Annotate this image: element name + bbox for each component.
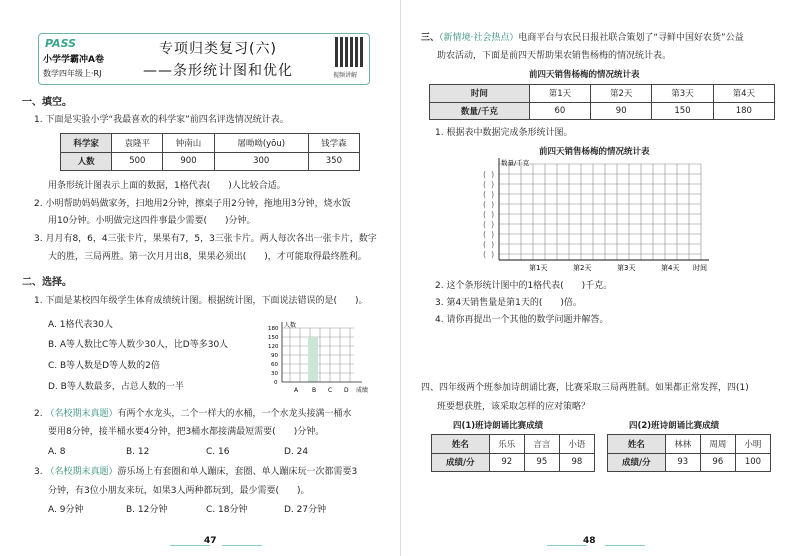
choice-question-1: 1. 下面是某校四年级学生体育成绩统计图。根据统计图，下面说法错误的是( )。 [34,296,368,306]
svg-text:(: ( [483,240,487,249]
section-4-line1: 四、四年级两个班参加诗朗诵比赛，比赛采取三局两胜制。如果都正常发挥，四(1) [421,383,749,393]
table-cell: 98 [559,453,594,472]
svg-text:(: ( [483,220,487,229]
table-cell: 900 [163,152,214,171]
question-1: 1. 下面是实验小学“我最喜欢的科学家”前四名评选情况统计表。 [34,115,289,125]
option: D. 27分钟 [284,505,327,515]
svg-text:): ) [491,180,495,189]
scientist-table [60,133,360,171]
table-header: 姓名 [432,435,490,454]
table-cell: 人数 [61,152,112,171]
table-header: 第3天 [652,85,713,103]
blank-parentheses [483,170,494,259]
option-d: D. B等人数最多，占总人数的一半 [48,382,184,392]
svg-text:): ) [491,200,495,209]
brand-block [43,37,137,81]
mini-x-label: 成绩 [356,387,369,394]
table-cell: 150 [652,102,713,120]
option: B. 12 [126,447,150,457]
fitness-bar-chart [268,320,380,398]
section-fill-blank: 一、填空。 [22,97,72,108]
table-cell: 93 [665,453,700,472]
table-header: 科学家 [61,134,112,153]
question-3-line2: 大的胜，三局两胜。第一次月月出8，果果必须出( )，才可能取得最终胜利。 [48,252,367,262]
option-c: C. B等人数是D等人数的2倍 [48,361,160,371]
right-page [400,0,800,556]
table-header: 第1天 [529,85,590,103]
svg-text:): ) [491,250,495,259]
table-header: 姓名 [608,435,666,454]
chart-grid [499,164,701,260]
mini-y-tick: 90 [271,353,278,359]
option: D. 24 [284,447,309,457]
qr-code-icon[interactable] [335,37,365,67]
svg-text:): ) [491,240,495,249]
table-header: 袁隆平 [112,134,163,153]
table-cell: 95 [524,453,559,472]
choice-question-3: 3. （名校期末真题）游乐场上有套圈和单人蹦床，套圈、单人蹦床玩一次都需要3 [34,467,358,477]
table-cell: 60 [529,102,590,120]
svg-text:(: ( [483,170,487,179]
table-cell: 数量/千克 [430,102,530,120]
table-cell: 96 [700,453,735,472]
choice-question-3-line2: 分钟，有3位小朋友来玩，如果3人两种都玩到，最少需要( )。 [48,486,310,496]
exam-tag: （名校期末真题） [45,467,118,477]
mini-x-tick: D [344,387,349,394]
svg-text:): ) [491,170,495,179]
table-cell: 100 [735,453,770,472]
table-cell: 350 [308,152,359,171]
sales-table-title: 前四天销售杨梅的情况统计表 [529,70,640,80]
series-name: 小学学霸冲A卷 [43,55,104,65]
mini-y-tick: 30 [271,371,278,377]
page-number: 48 [583,536,596,546]
question-1: 1. 根据表中数据完成条形统计图。 [435,128,573,138]
context-tag: （新情境·社会热点） [439,33,519,43]
page-number: 47 [204,536,217,546]
table-header: 钟南山 [163,134,214,153]
class2-table-title: 四(2)班诗朗诵比赛成绩 [629,421,720,431]
options-row [48,505,326,516]
svg-text:(: ( [483,180,487,189]
question-2-line1: 2. 小明帮助妈妈做家务，扫地用2分钟，擦桌子用2分钟，拖地用3分钟，烧水饭 [34,199,351,209]
mini-x-tick: B [312,387,317,394]
chart-x-label: 时间 [693,264,707,272]
section-4-line2: 班要想获胜，该采取怎样的应对策略？ [437,402,591,412]
section-number: 三、 [421,33,440,43]
sales-bar-chart-grid [479,156,719,276]
class1-table-title: 四(1)班诗朗诵比赛成绩 [453,421,544,431]
svg-text:(: ( [483,200,487,209]
choice-question-2-line2: 要用8分钟，接半桶水要4分钟，把3桶水都接满最短需要( )分钟。 [48,427,325,437]
question-2: 2. 这个条形统计图中的1格代表( )千克。 [435,281,613,291]
question-3-line1: 3. 月月有8，6，4三张卡片，果果有7，5，3三张卡片。两人每次各出一张卡片，数字 [34,234,377,244]
mini-x-tick: A [294,387,299,394]
sales-table [429,84,775,120]
class2-score-table [607,434,771,472]
table-cell: 180 [713,102,774,120]
table-cell: 成绩/分 [432,453,490,472]
chart-x-tick: 第4天 [661,264,680,272]
exam-tag: （名校期末真题） [45,409,118,419]
table-header: 时间 [430,85,530,103]
chapter-header [38,33,370,85]
svg-text:(: ( [483,250,487,259]
mini-x-tick: C [328,387,333,394]
mini-y-tick: 120 [268,344,279,350]
bar-b [308,337,318,382]
chapter-title: 专项归类复习(六) [159,41,277,57]
options-row [48,447,308,458]
svg-text:): ) [491,220,495,229]
question-4: 4. 请你再提出一个其他的数学问题并解答。 [435,315,609,325]
footer-decoration-icon [222,536,262,546]
option: A. 8 [48,447,66,457]
mini-y-tick: 60 [271,362,278,368]
section-3-line2: 助农活动，下面是前四天帮助果农销售杨梅的情况统计表。 [437,51,672,61]
chart-x-tick: 第1天 [529,264,548,272]
option-b: B. A等人数比C等人数少30人，比D等多30人 [48,340,229,350]
chart-x-tick: 第2天 [573,264,592,272]
table-header: 屠呦呦(yōu) [214,134,308,153]
svg-text:(: ( [483,210,487,219]
table-cell: 成绩/分 [608,453,666,472]
grade-label: 数学四年级上·RJ [43,69,102,78]
option: A. 9分钟 [48,505,84,515]
qr-label: 视频讲解 [333,72,358,79]
class1-score-table [431,434,595,472]
question-3: 3. 第4天销售量是第1天的( )倍。 [435,298,582,308]
table-header: 小语 [559,435,594,454]
svg-text:): ) [491,190,495,199]
table-cell: 90 [591,102,652,120]
question-2-line2: 用10分钟。小明做完这四件事最少需要( )分钟。 [48,216,256,226]
option: C. 16 [206,447,230,457]
option: B. 12分钟 [126,505,168,515]
footer-decoration-icon [605,536,645,546]
section-text: 电商平台与农民日报社联合策划了“寻鲜中国好农货”公益 [518,33,744,43]
chart-x-tick: 第3天 [617,264,636,272]
question-1-blank: 用条形统计图表示上面的数据，1格代表( )人比较合适。 [48,181,286,191]
table-header: 乐乐 [489,435,524,454]
table-header: 周周 [700,435,735,454]
question-text: 有两个水龙头，二个一样大的水桶，一个水龙头接满一桶水 [117,409,352,419]
mini-y-label: 人数 [284,322,297,329]
option-a: A. 1格代表30人 [48,320,113,330]
chapter-subtitle: ——条形统计图和优化 [143,63,293,79]
question-text: 游乐场上有套圈和单人蹦床，套圈、单人蹦床玩一次都需要3 [117,467,358,477]
table-header: 言言 [524,435,559,454]
chart-y-label: 数量/千克 [501,159,530,167]
table-cell: 300 [214,152,308,171]
bar-chart-title: 前四天销售杨梅的情况统计表 [539,147,650,157]
section-choice: 二、选择。 [22,277,72,288]
section-3-line1 [421,33,744,44]
choice-question-2: 2. （名校期末真题）有两个水龙头，二个一样大的水桶，一个水龙头接满一桶水 [34,409,352,419]
table-header: 第4天 [713,85,774,103]
svg-text:(: ( [483,230,487,239]
footer-decoration-icon [547,536,587,546]
mini-y-tick: 0 [274,380,278,386]
table-cell: 92 [489,453,524,472]
table-header: 林林 [665,435,700,454]
svg-text:): ) [491,210,495,219]
pass-logo: PASS [45,37,77,50]
table-header: 钱学森 [308,134,359,153]
mini-y-tick: 150 [268,335,279,341]
svg-text:(: ( [483,190,487,199]
option: C. 18分钟 [206,505,248,515]
table-cell: 500 [112,152,163,171]
svg-text:): ) [491,230,495,239]
mini-y-tick: 180 [268,326,279,332]
table-header: 第2天 [591,85,652,103]
table-header: 小明 [735,435,770,454]
